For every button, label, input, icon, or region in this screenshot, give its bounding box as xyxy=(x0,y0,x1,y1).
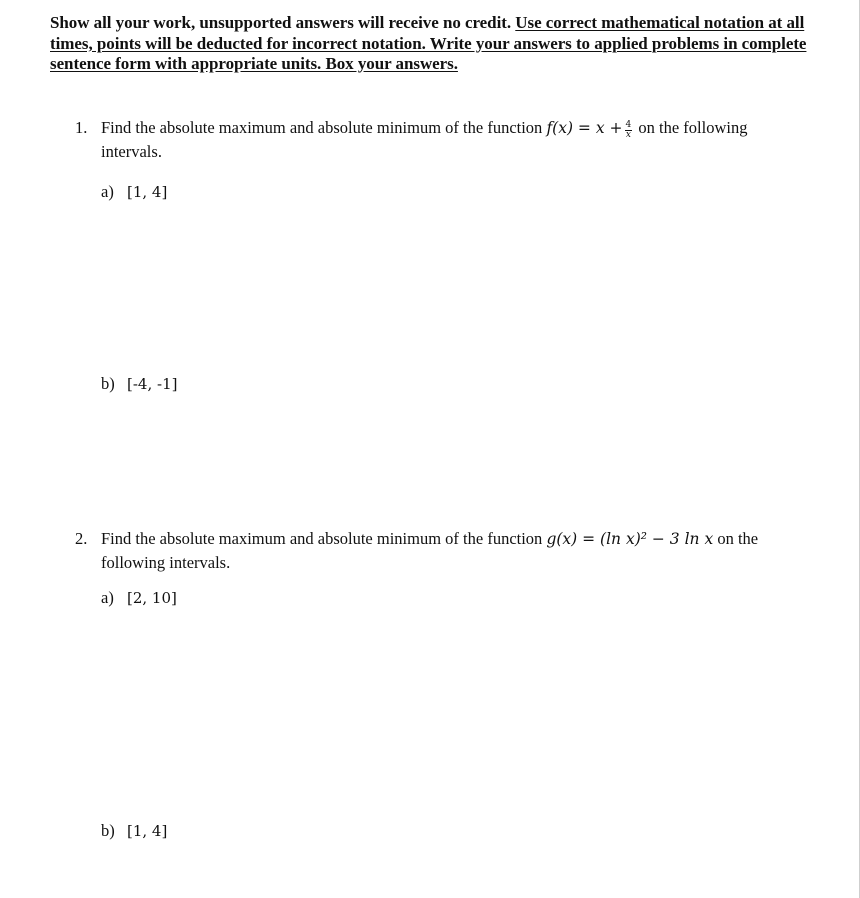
part-label: a) xyxy=(101,588,114,607)
problem-1-prompt: Find the absolute maximum and absolute minimum of the function xyxy=(101,118,543,137)
problem-1-suffix: on the following intervals. xyxy=(101,118,748,161)
instructions xyxy=(50,13,810,75)
problem-1 xyxy=(75,116,795,164)
part-label: a) xyxy=(101,182,114,201)
part-label: b) xyxy=(101,821,115,840)
part-interval: [1, 4] xyxy=(127,183,168,201)
problem-2-part-a xyxy=(101,588,177,608)
instructions-no-credit: Show all your work, unsupported answers will receive no credit. xyxy=(50,13,512,32)
problem-2-prompt: Find the absolute maximum and absolute minimum of the function xyxy=(101,529,543,548)
problem-2-part-b xyxy=(101,821,167,841)
part-interval: [-4, -1] xyxy=(127,375,178,393)
problem-1-part-a xyxy=(101,182,167,202)
problem-1-number: 1. xyxy=(75,118,88,137)
problem-1-text xyxy=(101,116,781,163)
problem-2-function: g(x) = (ln x)² − 3 ln x xyxy=(546,530,714,548)
problem-1-function: f(x) = x + xyxy=(546,119,623,137)
problem-2-suffix: on the following intervals. xyxy=(101,529,759,572)
problem-1-part-b xyxy=(101,374,177,394)
fraction-denominator: x xyxy=(625,130,631,140)
part-interval: [2, 10] xyxy=(127,589,177,607)
problem-2 xyxy=(75,527,795,573)
part-label: b) xyxy=(101,374,115,393)
problem-1-fraction xyxy=(625,121,633,140)
problem-2-number: 2. xyxy=(75,529,88,548)
fraction-numerator: 4 xyxy=(625,120,632,130)
instructions-notation: Use correct mathematical notation at all times, points will be deducted for incorrect notation. Write your answers to applied problems in complete sentence form with appropriate units. Box your answers. xyxy=(50,13,807,73)
problem-2-text xyxy=(101,527,781,574)
part-interval: [1, 4] xyxy=(127,822,168,840)
